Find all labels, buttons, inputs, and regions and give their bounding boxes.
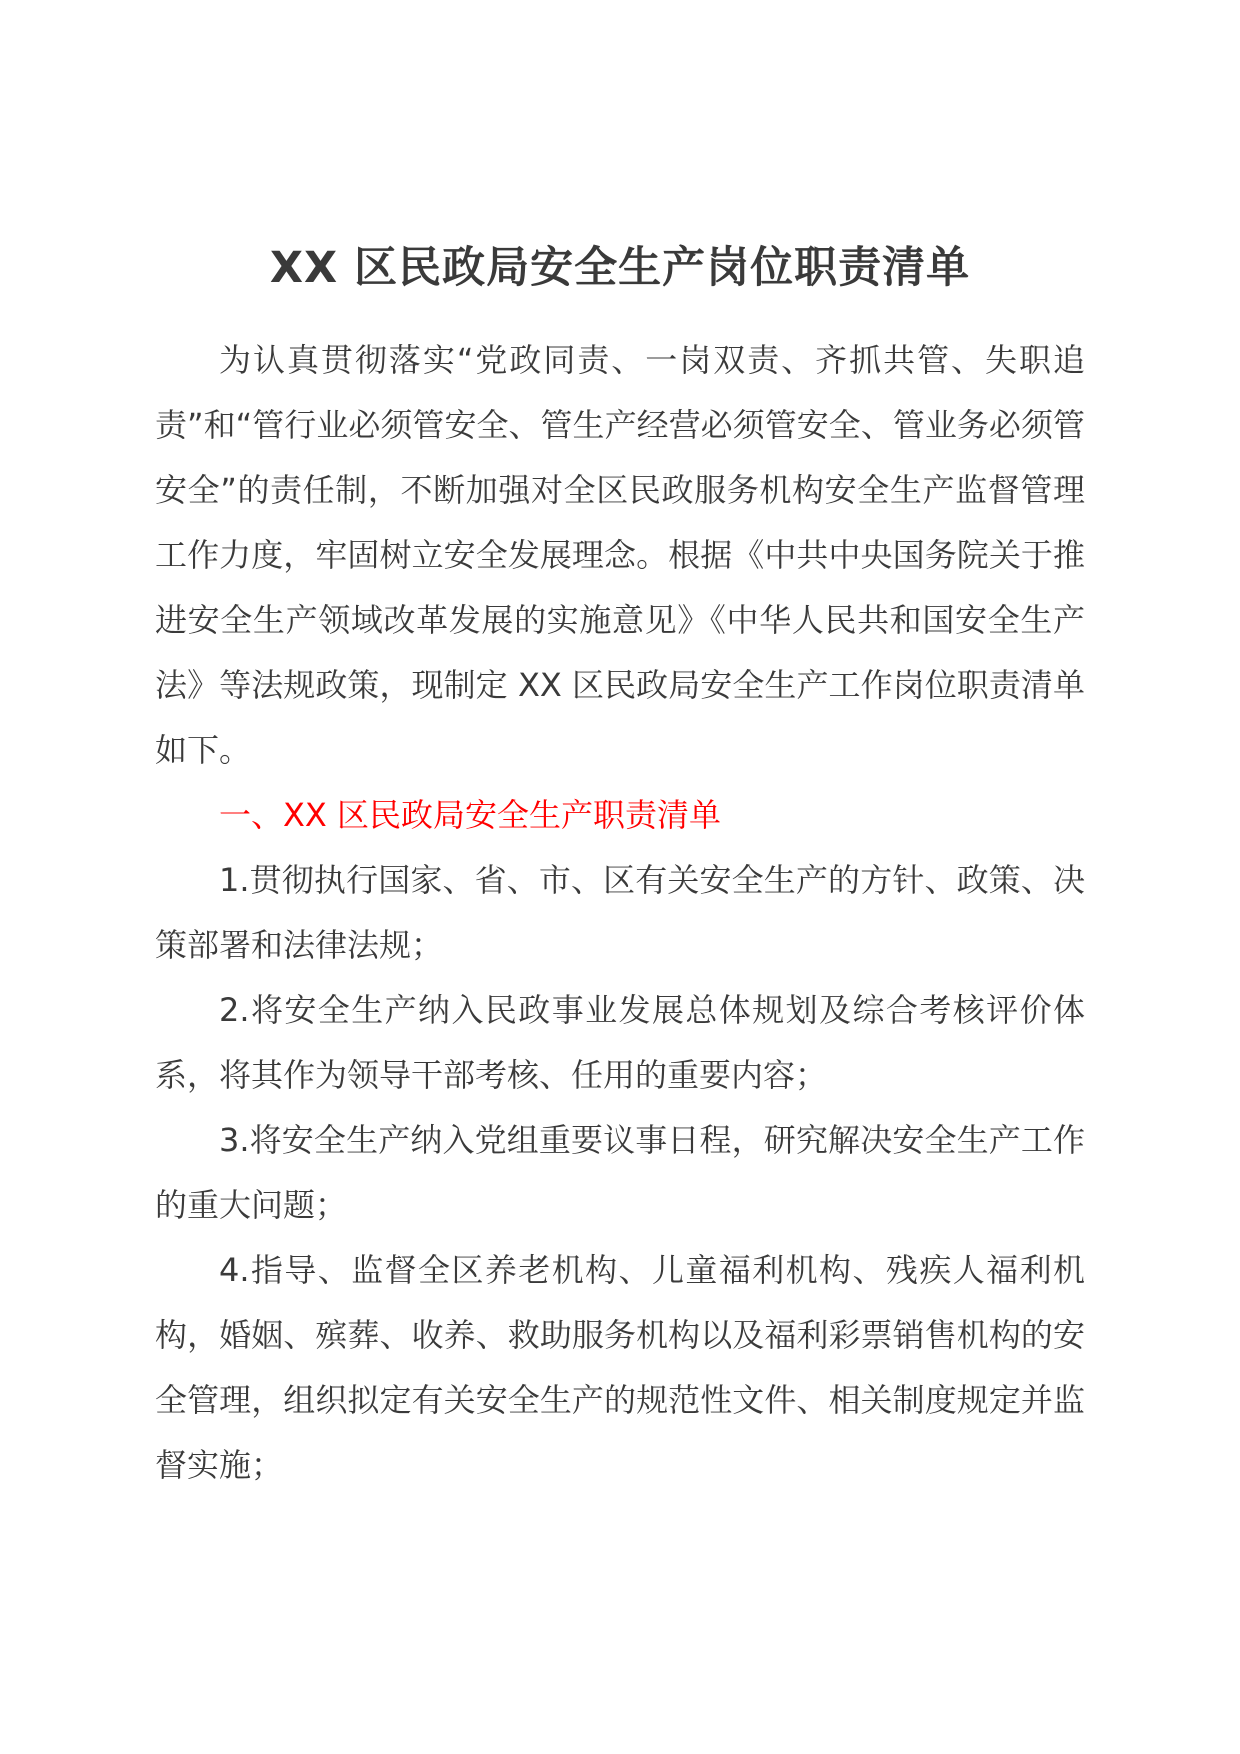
list-item: 2.将安全生产纳入民政事业发展总体规划及综合考核评价体系，将其作为领导干部考核、任用的重要内容； (155, 991, 1085, 1094)
list-item: 1.贯彻执行国家、省、市、区有关安全生产的方针、政策、决策部署和法律法规； (155, 861, 1085, 964)
list-item: 3.将安全生产纳入党组重要议事日程，研究解决安全生产工作的重大问题； (155, 1121, 1085, 1224)
list-item: 4.指导、监督全区养老机构、儿童福利机构、残疾人福利机构，婚姻、殡葬、收养、救助服务机构以及福利彩票销售机构的安全管理，组织拟定有关安全生产的规范性文件、相关制度规定并监督实施； (155, 1251, 1085, 1484)
intro-paragraph: 为认真贯彻落实“党政同责、一岗双责、齐抓共管、失职追责”和“管行业必须管安全、管生产经营必须管安全、管业务必须管安全”的责任制，不断加强对全区民政服务机构安全生产监督管理工作力度，牢固树立安全发展理念。根据《中共中央国务院关于推进安全生产领域改革发展的实施意见》《中华人民共和国安全生产法》等法规政策，现制定 XX 区民政局安全生产工作岗位职责清单如下。 (155, 341, 1085, 769)
document-title: XX 区民政局安全生产岗位职责清单 (269, 243, 971, 293)
document-page (155, 238, 1085, 1498)
section-heading: 一、XX 区民政局安全生产职责清单 (219, 796, 722, 834)
